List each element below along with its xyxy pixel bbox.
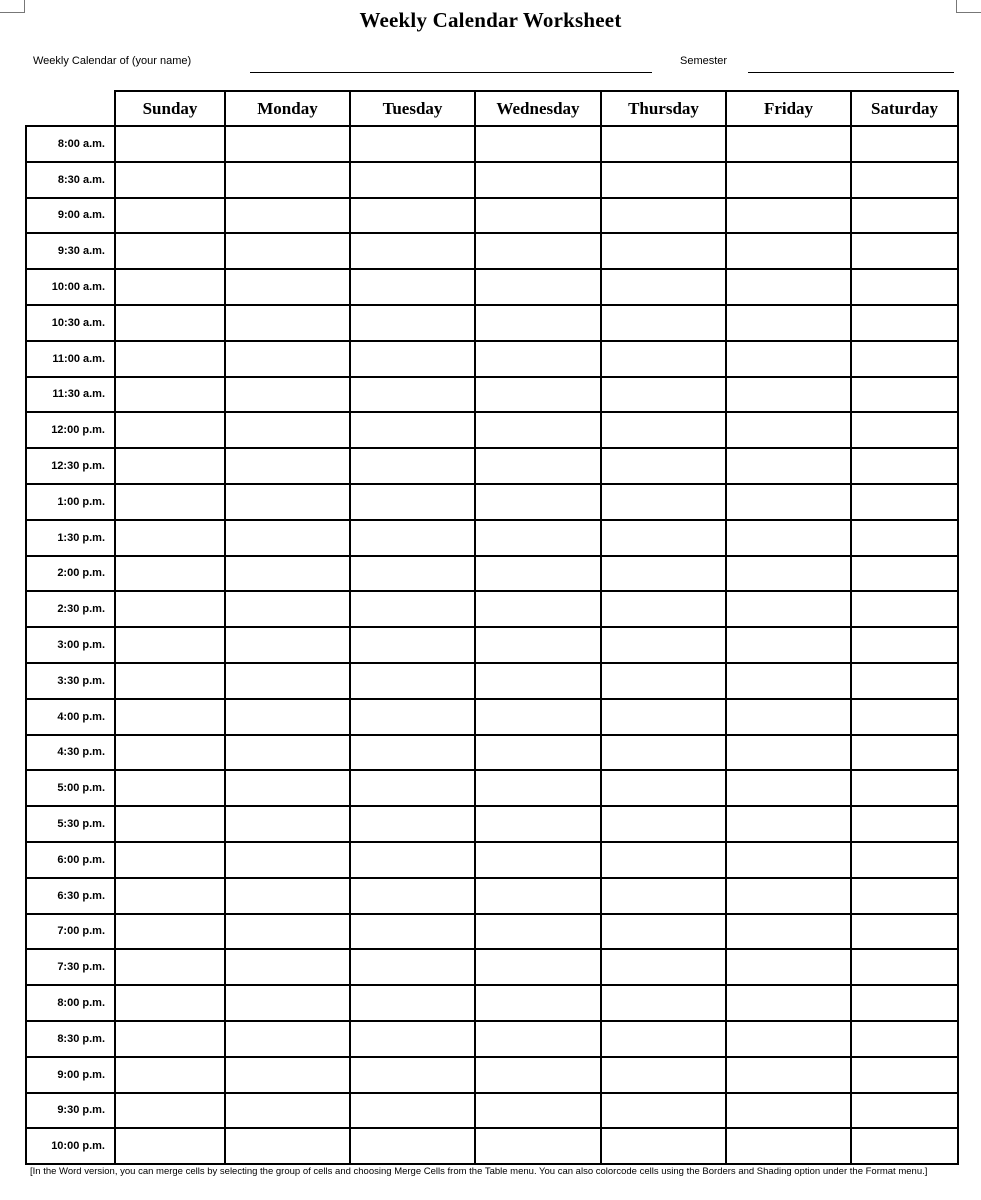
time-label: 8:30 a.m. — [26, 162, 115, 198]
schedule-cell-thursday[interactable] — [601, 520, 726, 556]
schedule-cell-friday[interactable] — [726, 233, 851, 269]
schedule-cell-wednesday[interactable] — [475, 484, 601, 520]
schedule-cell-monday[interactable] — [225, 412, 350, 448]
schedule-cell-monday[interactable] — [225, 878, 350, 914]
schedule-cell-friday[interactable] — [726, 591, 851, 627]
schedule-cell-wednesday[interactable] — [475, 842, 601, 878]
schedule-cell-thursday[interactable] — [601, 269, 726, 305]
time-label: 2:00 p.m. — [26, 556, 115, 592]
schedule-cell-friday[interactable] — [726, 556, 851, 592]
schedule-cell-thursday[interactable] — [601, 412, 726, 448]
time-label: 9:30 p.m. — [26, 1093, 115, 1129]
schedule-cell-wednesday[interactable] — [475, 412, 601, 448]
day-header-wednesday: Wednesday — [475, 91, 601, 126]
schedule-cell-tuesday[interactable] — [350, 198, 475, 234]
schedule-cell-thursday[interactable] — [601, 162, 726, 198]
schedule-cell-thursday[interactable] — [601, 305, 726, 341]
time-label: 8:30 p.m. — [26, 1021, 115, 1057]
schedule-cell-thursday[interactable] — [601, 627, 726, 663]
schedule-cell-sunday[interactable] — [115, 520, 225, 556]
time-row — [26, 162, 958, 198]
schedule-cell-wednesday[interactable] — [475, 806, 601, 842]
time-label: 1:00 p.m. — [26, 484, 115, 520]
schedule-cell-thursday[interactable] — [601, 556, 726, 592]
schedule-cell-sunday[interactable] — [115, 878, 225, 914]
time-label: 3:00 p.m. — [26, 627, 115, 663]
time-label: 3:30 p.m. — [26, 663, 115, 699]
day-header-tuesday: Tuesday — [350, 91, 475, 126]
schedule-cell-wednesday[interactable] — [475, 627, 601, 663]
schedule-cell-sunday[interactable] — [115, 663, 225, 699]
schedule-cell-tuesday[interactable] — [350, 1021, 475, 1057]
schedule-cell-friday[interactable] — [726, 198, 851, 234]
time-row — [26, 377, 958, 413]
schedule-cell-monday[interactable] — [225, 663, 350, 699]
schedule-cell-wednesday[interactable] — [475, 591, 601, 627]
schedule-cell-saturday[interactable] — [851, 1021, 958, 1057]
schedule-cell-friday[interactable] — [726, 842, 851, 878]
schedule-cell-monday[interactable] — [225, 1021, 350, 1057]
time-label: 2:30 p.m. — [26, 591, 115, 627]
schedule-cell-saturday[interactable] — [851, 1057, 958, 1093]
schedule-cell-friday[interactable] — [726, 985, 851, 1021]
schedule-cell-friday[interactable] — [726, 1093, 851, 1129]
time-label: 7:00 p.m. — [26, 914, 115, 950]
time-label: 12:30 p.m. — [26, 448, 115, 484]
schedule-cell-friday[interactable] — [726, 914, 851, 950]
schedule-cell-saturday[interactable] — [851, 914, 958, 950]
schedule-cell-monday[interactable] — [225, 591, 350, 627]
schedule-cell-tuesday[interactable] — [350, 377, 475, 413]
time-row — [26, 806, 958, 842]
schedule-cell-thursday[interactable] — [601, 377, 726, 413]
schedule-cell-saturday[interactable] — [851, 269, 958, 305]
schedule-cell-thursday[interactable] — [601, 878, 726, 914]
schedule-cell-tuesday[interactable] — [350, 699, 475, 735]
schedule-cell-tuesday[interactable] — [350, 341, 475, 377]
schedule-cell-sunday[interactable] — [115, 735, 225, 771]
footnote: [In the Word version, you can merge cells by selecting the group of cells and choosing Merge Cells from the Table menu. You can also colorcode cells using the Borders and Shading option under the Format menu.] — [30, 1166, 928, 1177]
schedule-cell-saturday[interactable] — [851, 1093, 958, 1129]
schedule-cell-tuesday[interactable] — [350, 627, 475, 663]
time-row — [26, 556, 958, 592]
time-label: 5:00 p.m. — [26, 770, 115, 806]
schedule-cell-wednesday[interactable] — [475, 556, 601, 592]
schedule-cell-friday[interactable] — [726, 126, 851, 162]
schedule-cell-sunday[interactable] — [115, 914, 225, 950]
schedule-cell-wednesday[interactable] — [475, 520, 601, 556]
schedule-cell-thursday[interactable] — [601, 1128, 726, 1164]
schedule-cell-monday[interactable] — [225, 627, 350, 663]
schedule-cell-thursday[interactable] — [601, 699, 726, 735]
schedule-cell-tuesday[interactable] — [350, 770, 475, 806]
schedule-cell-saturday[interactable] — [851, 1128, 958, 1164]
schedule-cell-friday[interactable] — [726, 162, 851, 198]
schedule-cell-friday[interactable] — [726, 627, 851, 663]
schedule-cell-friday[interactable] — [726, 484, 851, 520]
schedule-cell-wednesday[interactable] — [475, 770, 601, 806]
schedule-cell-monday[interactable] — [225, 1093, 350, 1129]
schedule-cell-tuesday[interactable] — [350, 269, 475, 305]
schedule-cell-monday[interactable] — [225, 770, 350, 806]
schedule-cell-wednesday[interactable] — [475, 198, 601, 234]
schedule-cell-thursday[interactable] — [601, 985, 726, 1021]
schedule-cell-sunday[interactable] — [115, 448, 225, 484]
time-row — [26, 412, 958, 448]
schedule-cell-monday[interactable] — [225, 556, 350, 592]
schedule-cell-sunday[interactable] — [115, 556, 225, 592]
schedule-cell-monday[interactable] — [225, 1128, 350, 1164]
time-row — [26, 735, 958, 771]
schedule-cell-sunday[interactable] — [115, 233, 225, 269]
schedule-cell-saturday[interactable] — [851, 448, 958, 484]
time-label: 11:00 a.m. — [26, 341, 115, 377]
schedule-cell-monday[interactable] — [225, 520, 350, 556]
schedule-cell-tuesday[interactable] — [350, 1128, 475, 1164]
schedule-cell-friday[interactable] — [726, 269, 851, 305]
schedule-cell-monday[interactable] — [225, 448, 350, 484]
schedule-cell-monday[interactable] — [225, 949, 350, 985]
schedule-cell-sunday[interactable] — [115, 842, 225, 878]
schedule-cell-wednesday[interactable] — [475, 233, 601, 269]
time-row — [26, 770, 958, 806]
time-label: 9:00 a.m. — [26, 198, 115, 234]
schedule-cell-saturday[interactable] — [851, 305, 958, 341]
schedule-cell-monday[interactable] — [225, 162, 350, 198]
schedule-cell-tuesday[interactable] — [350, 305, 475, 341]
schedule-cell-thursday[interactable] — [601, 842, 726, 878]
schedule-cell-saturday[interactable] — [851, 985, 958, 1021]
schedule-cell-sunday[interactable] — [115, 1021, 225, 1057]
schedule-cell-saturday[interactable] — [851, 520, 958, 556]
schedule-cell-sunday[interactable] — [115, 806, 225, 842]
calendar-table — [25, 90, 959, 1165]
schedule-cell-friday[interactable] — [726, 735, 851, 771]
schedule-cell-friday[interactable] — [726, 1128, 851, 1164]
schedule-cell-monday[interactable] — [225, 1057, 350, 1093]
time-row — [26, 126, 958, 162]
schedule-cell-monday[interactable] — [225, 269, 350, 305]
schedule-cell-saturday[interactable] — [851, 627, 958, 663]
schedule-cell-thursday[interactable] — [601, 484, 726, 520]
schedule-cell-thursday[interactable] — [601, 663, 726, 699]
schedule-cell-wednesday[interactable] — [475, 1128, 601, 1164]
time-row — [26, 842, 958, 878]
schedule-cell-monday[interactable] — [225, 842, 350, 878]
schedule-cell-saturday[interactable] — [851, 377, 958, 413]
schedule-cell-saturday[interactable] — [851, 484, 958, 520]
time-label: 10:00 a.m. — [26, 269, 115, 305]
schedule-cell-thursday[interactable] — [601, 735, 726, 771]
schedule-cell-thursday[interactable] — [601, 591, 726, 627]
time-label: 11:30 a.m. — [26, 377, 115, 413]
schedule-cell-tuesday[interactable] — [350, 520, 475, 556]
time-row — [26, 1021, 958, 1057]
day-header-sunday: Sunday — [115, 91, 225, 126]
schedule-cell-monday[interactable] — [225, 699, 350, 735]
schedule-cell-wednesday[interactable] — [475, 1021, 601, 1057]
schedule-cell-sunday[interactable] — [115, 770, 225, 806]
schedule-cell-friday[interactable] — [726, 305, 851, 341]
day-header-monday: Monday — [225, 91, 350, 126]
day-header-row — [26, 91, 958, 126]
time-row — [26, 699, 958, 735]
time-row — [26, 914, 958, 950]
schedule-cell-friday[interactable] — [726, 448, 851, 484]
time-label: 4:30 p.m. — [26, 735, 115, 771]
schedule-cell-tuesday[interactable] — [350, 126, 475, 162]
schedule-cell-monday[interactable] — [225, 305, 350, 341]
schedule-cell-friday[interactable] — [726, 1057, 851, 1093]
time-row — [26, 484, 958, 520]
schedule-cell-friday[interactable] — [726, 663, 851, 699]
time-row — [26, 627, 958, 663]
time-row — [26, 949, 958, 985]
schedule-cell-thursday[interactable] — [601, 233, 726, 269]
schedule-cell-friday[interactable] — [726, 377, 851, 413]
time-label: 4:00 p.m. — [26, 699, 115, 735]
schedule-cell-wednesday[interactable] — [475, 878, 601, 914]
time-row — [26, 1128, 958, 1164]
schedule-cell-wednesday[interactable] — [475, 914, 601, 950]
schedule-cell-monday[interactable] — [225, 985, 350, 1021]
schedule-cell-friday[interactable] — [726, 878, 851, 914]
time-row — [26, 878, 958, 914]
schedule-cell-wednesday[interactable] — [475, 699, 601, 735]
schedule-cell-tuesday[interactable] — [350, 484, 475, 520]
schedule-cell-saturday[interactable] — [851, 949, 958, 985]
schedule-cell-thursday[interactable] — [601, 1093, 726, 1129]
schedule-cell-thursday[interactable] — [601, 341, 726, 377]
schedule-cell-wednesday[interactable] — [475, 305, 601, 341]
schedule-cell-thursday[interactable] — [601, 1021, 726, 1057]
schedule-cell-sunday[interactable] — [115, 162, 225, 198]
schedule-cell-wednesday[interactable] — [475, 985, 601, 1021]
schedule-cell-tuesday[interactable] — [350, 1057, 475, 1093]
schedule-cell-tuesday[interactable] — [350, 556, 475, 592]
schedule-cell-tuesday[interactable] — [350, 878, 475, 914]
schedule-cell-saturday[interactable] — [851, 233, 958, 269]
schedule-cell-wednesday[interactable] — [475, 1057, 601, 1093]
time-label: 10:00 p.m. — [26, 1128, 115, 1164]
schedule-cell-tuesday[interactable] — [350, 162, 475, 198]
time-label: 1:30 p.m. — [26, 520, 115, 556]
schedule-cell-sunday[interactable] — [115, 985, 225, 1021]
schedule-cell-monday[interactable] — [225, 484, 350, 520]
schedule-cell-friday[interactable] — [726, 806, 851, 842]
schedule-cell-sunday[interactable] — [115, 591, 225, 627]
schedule-cell-wednesday[interactable] — [475, 126, 601, 162]
schedule-cell-tuesday[interactable] — [350, 591, 475, 627]
time-row — [26, 198, 958, 234]
schedule-cell-thursday[interactable] — [601, 198, 726, 234]
schedule-cell-sunday[interactable] — [115, 949, 225, 985]
schedule-cell-saturday[interactable] — [851, 806, 958, 842]
schedule-cell-tuesday[interactable] — [350, 1093, 475, 1129]
time-label: 7:30 p.m. — [26, 949, 115, 985]
schedule-cell-tuesday[interactable] — [350, 233, 475, 269]
schedule-cell-thursday[interactable] — [601, 126, 726, 162]
schedule-cell-friday[interactable] — [726, 949, 851, 985]
schedule-cell-saturday[interactable] — [851, 699, 958, 735]
schedule-cell-wednesday[interactable] — [475, 341, 601, 377]
schedule-cell-friday[interactable] — [726, 699, 851, 735]
time-label: 6:00 p.m. — [26, 842, 115, 878]
schedule-cell-sunday[interactable] — [115, 198, 225, 234]
time-row — [26, 591, 958, 627]
schedule-cell-sunday[interactable] — [115, 1128, 225, 1164]
schedule-cell-wednesday[interactable] — [475, 663, 601, 699]
schedule-cell-wednesday[interactable] — [475, 269, 601, 305]
schedule-cell-friday[interactable] — [726, 412, 851, 448]
schedule-cell-saturday[interactable] — [851, 735, 958, 771]
schedule-cell-tuesday[interactable] — [350, 914, 475, 950]
schedule-cell-monday[interactable] — [225, 806, 350, 842]
schedule-cell-sunday[interactable] — [115, 305, 225, 341]
schedule-cell-monday[interactable] — [225, 914, 350, 950]
name-field[interactable] — [250, 72, 652, 73]
schedule-cell-tuesday[interactable] — [350, 448, 475, 484]
schedule-cell-saturday[interactable] — [851, 556, 958, 592]
semester-label: Semester — [680, 55, 728, 67]
day-header-saturday: Saturday — [851, 91, 958, 126]
time-label: 12:00 p.m. — [26, 412, 115, 448]
schedule-cell-wednesday[interactable] — [475, 377, 601, 413]
time-row — [26, 663, 958, 699]
schedule-cell-friday[interactable] — [726, 341, 851, 377]
schedule-cell-saturday[interactable] — [851, 878, 958, 914]
schedule-cell-saturday[interactable] — [851, 770, 958, 806]
schedule-cell-sunday[interactable] — [115, 484, 225, 520]
schedule-cell-tuesday[interactable] — [350, 985, 475, 1021]
day-header-friday: Friday — [726, 91, 851, 126]
time-label: 6:30 p.m. — [26, 878, 115, 914]
schedule-cell-sunday[interactable] — [115, 699, 225, 735]
schedule-cell-monday[interactable] — [225, 735, 350, 771]
schedule-cell-saturday[interactable] — [851, 842, 958, 878]
schedule-cell-monday[interactable] — [225, 126, 350, 162]
page-title: Weekly Calendar Worksheet — [359, 8, 622, 32]
time-label: 8:00 p.m. — [26, 985, 115, 1021]
time-row — [26, 233, 958, 269]
schedule-cell-saturday[interactable] — [851, 162, 958, 198]
schedule-cell-friday[interactable] — [726, 770, 851, 806]
schedule-cell-thursday[interactable] — [601, 914, 726, 950]
schedule-cell-wednesday[interactable] — [475, 162, 601, 198]
semester-field[interactable] — [748, 72, 954, 73]
schedule-cell-monday[interactable] — [225, 198, 350, 234]
schedule-cell-saturday[interactable] — [851, 341, 958, 377]
time-row — [26, 985, 958, 1021]
schedule-cell-monday[interactable] — [225, 341, 350, 377]
schedule-cell-tuesday[interactable] — [350, 949, 475, 985]
schedule-cell-sunday[interactable] — [115, 377, 225, 413]
schedule-cell-saturday[interactable] — [851, 591, 958, 627]
time-label: 10:30 a.m. — [26, 305, 115, 341]
schedule-cell-saturday[interactable] — [851, 412, 958, 448]
time-label: 9:00 p.m. — [26, 1057, 115, 1093]
schedule-cell-sunday[interactable] — [115, 627, 225, 663]
time-label: 8:00 a.m. — [26, 126, 115, 162]
schedule-cell-saturday[interactable] — [851, 663, 958, 699]
schedule-cell-tuesday[interactable] — [350, 806, 475, 842]
name-label: Weekly Calendar of (your name) — [33, 55, 192, 67]
time-label: 5:30 p.m. — [26, 806, 115, 842]
time-row — [26, 1093, 958, 1129]
schedule-cell-thursday[interactable] — [601, 1057, 726, 1093]
schedule-cell-thursday[interactable] — [601, 770, 726, 806]
schedule-cell-friday[interactable] — [726, 520, 851, 556]
time-row — [26, 341, 958, 377]
schedule-cell-sunday[interactable] — [115, 341, 225, 377]
calendar-body — [26, 126, 958, 1164]
time-row — [26, 448, 958, 484]
schedule-cell-wednesday[interactable] — [475, 735, 601, 771]
schedule-cell-tuesday[interactable] — [350, 735, 475, 771]
day-header-thursday: Thursday — [601, 91, 726, 126]
schedule-cell-thursday[interactable] — [601, 949, 726, 985]
schedule-cell-monday[interactable] — [225, 233, 350, 269]
schedule-cell-wednesday[interactable] — [475, 448, 601, 484]
schedule-cell-monday[interactable] — [225, 377, 350, 413]
schedule-cell-tuesday[interactable] — [350, 842, 475, 878]
schedule-cell-tuesday[interactable] — [350, 412, 475, 448]
schedule-cell-saturday[interactable] — [851, 198, 958, 234]
schedule-cell-sunday[interactable] — [115, 269, 225, 305]
time-label: 9:30 a.m. — [26, 233, 115, 269]
corner-cell — [26, 91, 115, 126]
schedule-cell-saturday[interactable] — [851, 126, 958, 162]
time-row — [26, 520, 958, 556]
time-row — [26, 1057, 958, 1093]
schedule-cell-wednesday[interactable] — [475, 949, 601, 985]
schedule-cell-thursday[interactable] — [601, 806, 726, 842]
schedule-cell-tuesday[interactable] — [350, 663, 475, 699]
schedule-cell-sunday[interactable] — [115, 1057, 225, 1093]
schedule-cell-friday[interactable] — [726, 1021, 851, 1057]
schedule-cell-thursday[interactable] — [601, 448, 726, 484]
time-row — [26, 269, 958, 305]
time-row — [26, 305, 958, 341]
schedule-cell-wednesday[interactable] — [475, 1093, 601, 1129]
schedule-cell-sunday[interactable] — [115, 412, 225, 448]
schedule-cell-sunday[interactable] — [115, 1093, 225, 1129]
schedule-cell-sunday[interactable] — [115, 126, 225, 162]
